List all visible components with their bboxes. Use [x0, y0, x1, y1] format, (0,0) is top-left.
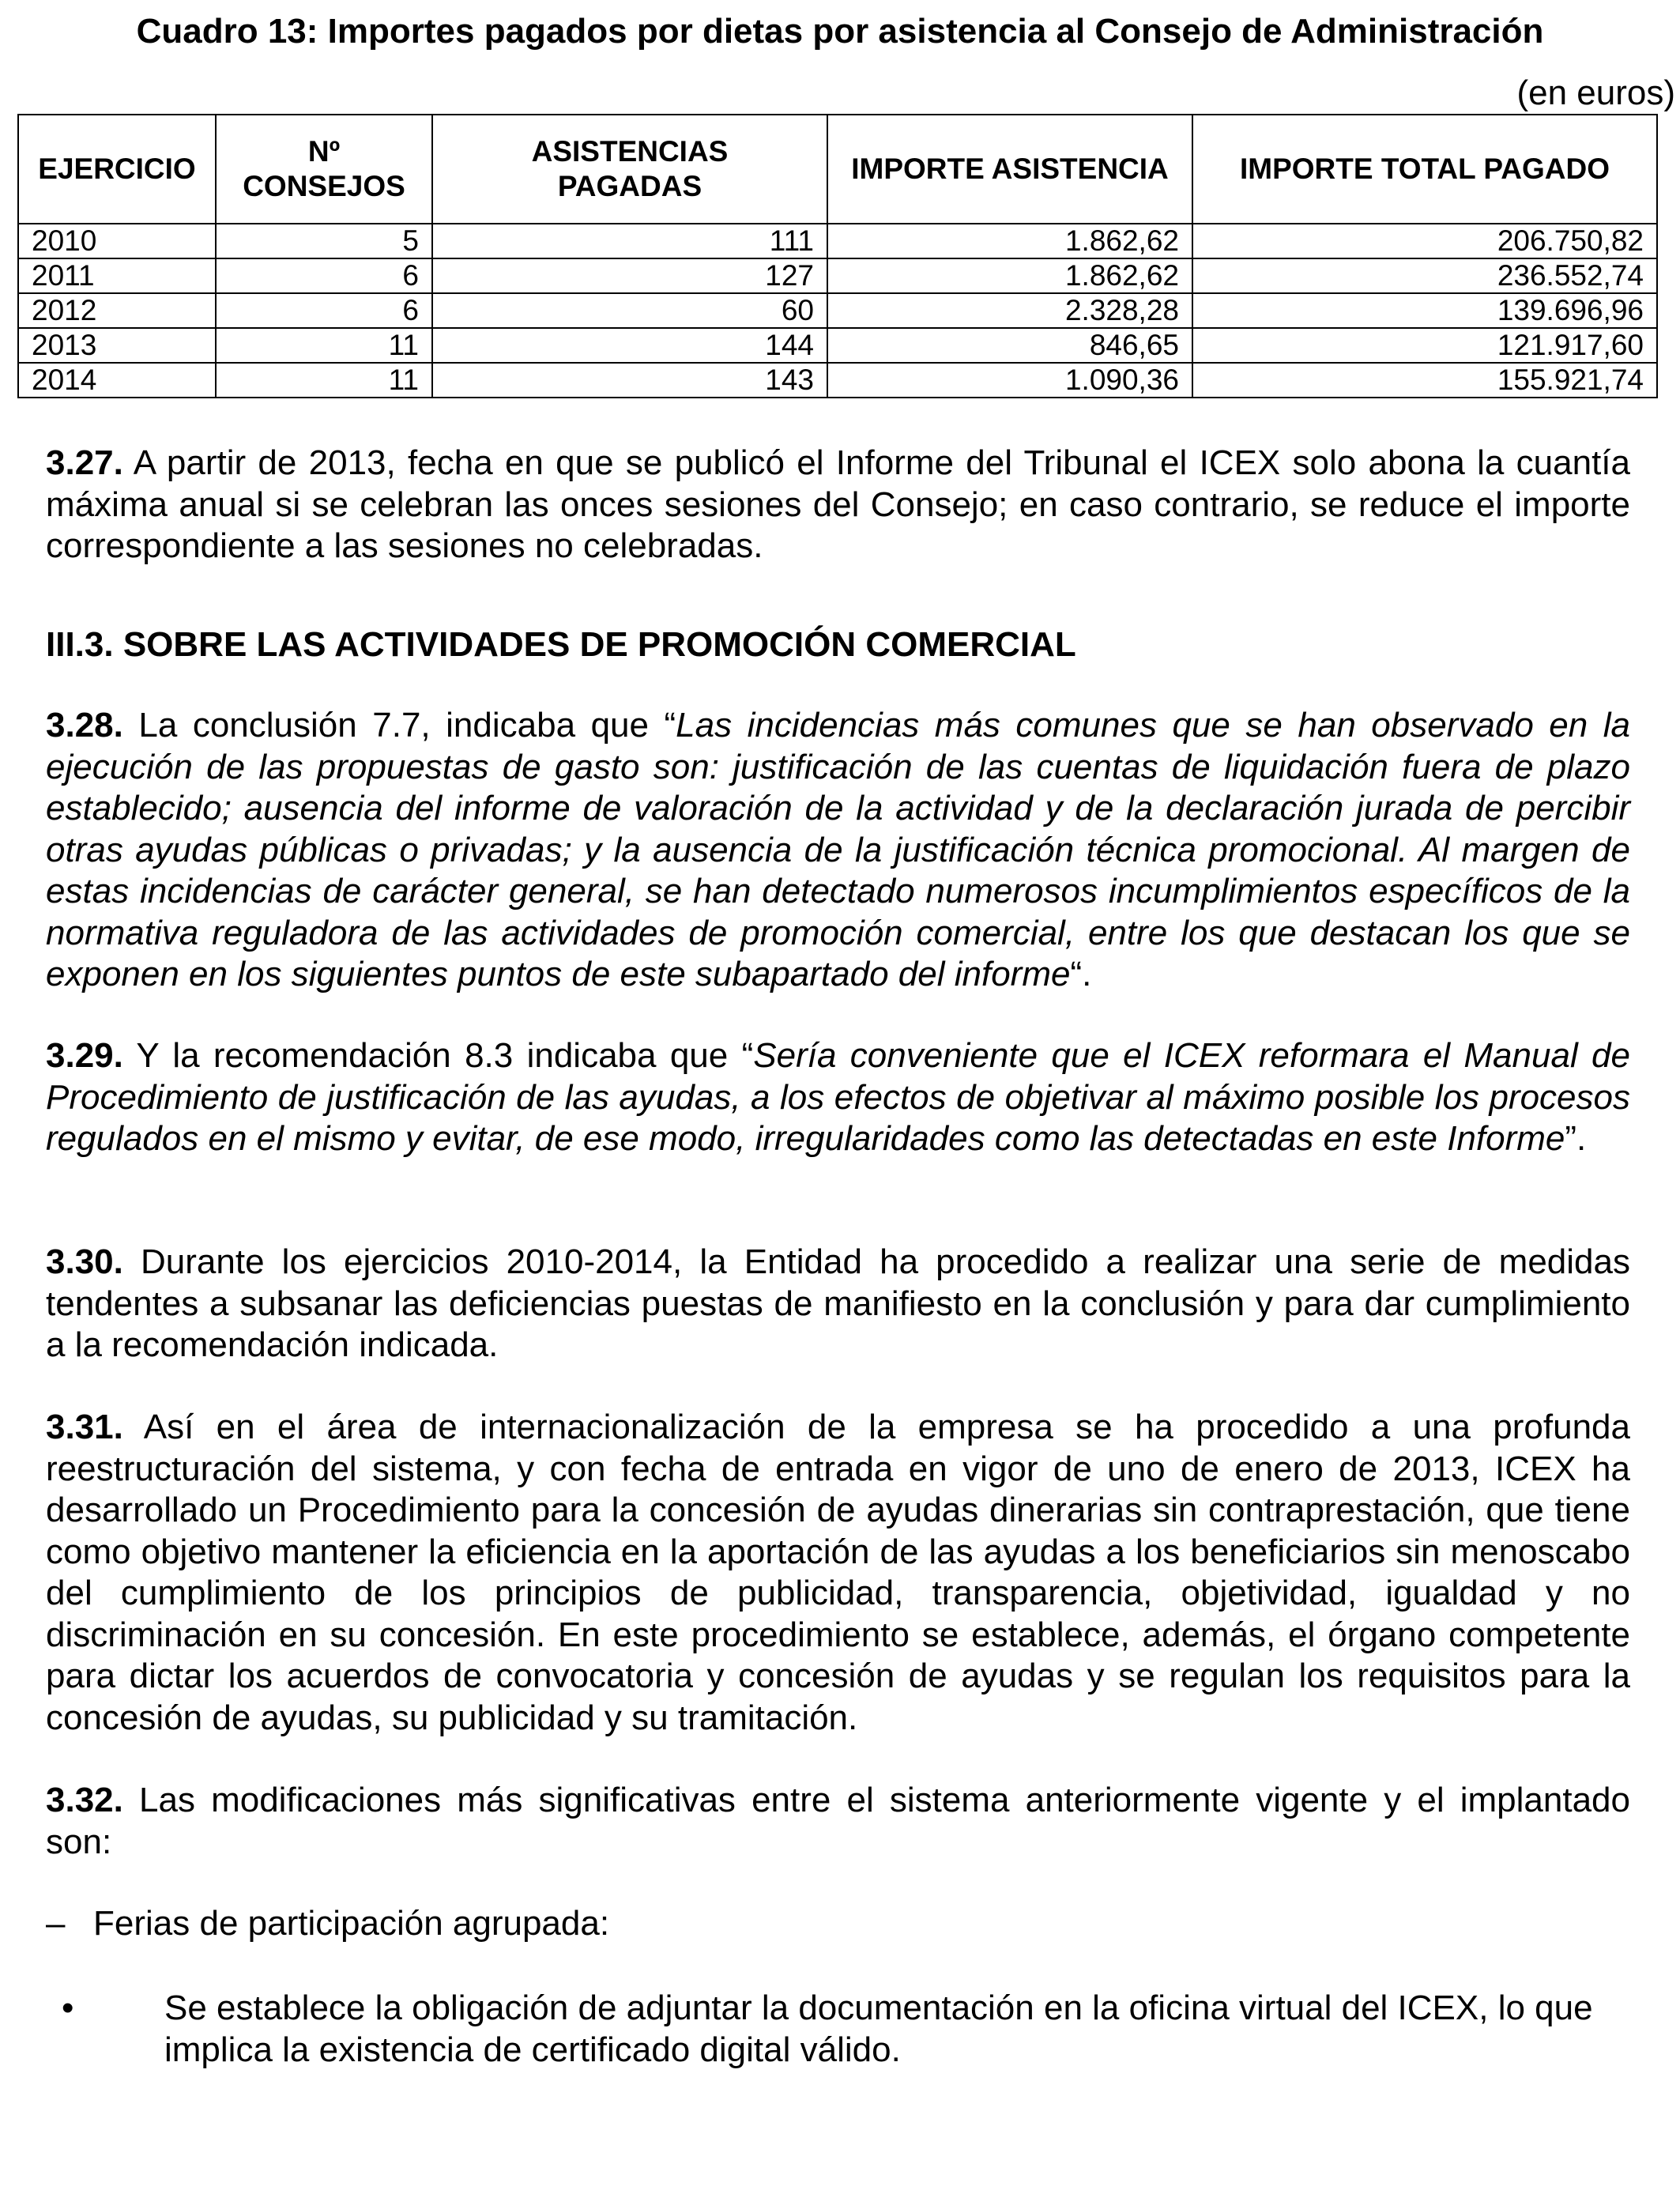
paragraph-3-32 — [46, 1780, 1630, 1863]
cell-ejercicio: 2011 — [18, 258, 216, 293]
cell-importe-total: 206.750,82 — [1192, 224, 1657, 258]
cell-asistencias: 111 — [432, 224, 827, 258]
paragraph-text: Las modificaciones más significativas entre el sistema anteriormente vigente y el implantado son: — [46, 1781, 1630, 1861]
cell-n-consejos: 5 — [216, 224, 432, 258]
paragraph-text: Durante los ejercicios 2010-2014, la Entidad ha procedido a realizar una serie de medidas tendentes a subsanar las deficiencias puestas de manifiesto en la conclusión y para dar cumplimiento a la recomendación indicada. — [46, 1242, 1630, 1364]
cell-importe-total: 236.552,74 — [1192, 258, 1657, 293]
header-ejercicio: EJERCICIO — [18, 115, 216, 224]
bullet-list-item — [62, 1988, 1632, 2071]
section-heading: III.3. SOBRE LAS ACTIVIDADES DE PROMOCIÓN COMERCIAL — [46, 625, 1076, 664]
header-asistencias-pagadas: ASISTENCIAS PAGADAS — [432, 115, 827, 224]
cell-importe-total: 121.917,60 — [1192, 328, 1657, 363]
cell-importe-asistencia: 1.862,62 — [827, 258, 1192, 293]
table-unit: (en euros) — [1516, 74, 1675, 112]
table-header-row — [18, 115, 1657, 224]
cell-importe-asistencia: 846,65 — [827, 328, 1192, 363]
quoted-recommendation: Sería conveniente que el ICEX reformara el Manual de Procedimiento de justificación de las ayudas, a los efectos de objetivar al máximo posible los procesos regulados en el mismo y evitar, de ese modo, irregularidades como las detectadas en este Informe — [46, 1036, 1631, 1158]
header-importe-total-pagado: IMPORTE TOTAL PAGADO — [1192, 115, 1657, 224]
paragraph-text-end: ”. — [1565, 1119, 1587, 1158]
paragraph-number: 3.27. — [46, 443, 123, 482]
paragraph-3-29 — [46, 1035, 1630, 1160]
dash-list-item — [46, 1900, 609, 1947]
paragraph-3-30 — [46, 1242, 1630, 1367]
table-title: Cuadro 13: Importes pagados por dietas por asistencia al Consejo de Administración — [136, 12, 1544, 51]
paragraph-text: Y la recomendación 8.3 indicaba que “ — [122, 1036, 754, 1075]
dash-marker: – — [46, 1904, 66, 1943]
cell-importe-asistencia: 1.862,62 — [827, 224, 1192, 258]
table-row — [18, 224, 1657, 258]
cell-ejercicio: 2010 — [18, 224, 216, 258]
paragraph-number: 3.31. — [46, 1408, 123, 1446]
header-importe-asistencia: IMPORTE ASISTENCIA — [827, 115, 1192, 224]
paragraph-number: 3.28. — [46, 706, 123, 745]
table-row — [18, 328, 1657, 363]
table-row — [18, 258, 1657, 293]
header-n-consejos: Nº CONSEJOS — [216, 115, 432, 224]
dash-item-text: Ferias de participación agrupada: — [93, 1904, 610, 1943]
bullet-item-text: Se establece la obligación de adjuntar la documentación en la oficina virtual del ICEX, lo que implica la existencia de certificado digital válido. — [164, 1989, 1593, 2069]
cell-asistencias: 144 — [432, 328, 827, 363]
cell-asistencias: 143 — [432, 363, 827, 398]
cell-ejercicio: 2013 — [18, 328, 216, 363]
paragraph-text: Así en el área de internacionalización de la empresa se ha procedido a una profunda reestructuración del sistema, y con fecha de entrada en vigor de uno de enero de 2013, ICEX ha desarrollado un Procedimiento para la concesión de ayudas dinerarias sin contraprestación, que tiene como objetivo mantener la eficiencia en la aportación de las ayudas a los beneficiarios sin menoscabo del cumplimiento de los principios de publicidad, transparencia, objetividad, igualdad y no discriminación en su concesión. En este procedimiento se establece, además, el órgano competente para dictar los acuerdos de convocatoria y concesión de ayudas y se regulan los requisitos para la concesión de ayudas, su publicidad y su tramitación. — [46, 1408, 1630, 1737]
cell-n-consejos: 11 — [216, 328, 432, 363]
cell-asistencias: 127 — [432, 258, 827, 293]
paragraph-text: La conclusión 7.7, indicaba que “ — [122, 706, 676, 745]
paragraph-number: 3.30. — [46, 1242, 123, 1281]
cell-n-consejos: 6 — [216, 293, 432, 328]
quoted-conclusion: Las incidencias más comunes que se han observado en la ejecución de las propuestas de gasto son: justificación de las cuentas de liquidación fuera de plazo establecido; ausencia del informe de valoración de la actividad y de la declaración jurada de percibir otras ayudas públicas o privadas; y la ausencia de la justificación técnica promocional. Al margen de estas incidencias de carácter general, se han detectado numerosos incumplimientos específicos de la normativa reguladora de las actividades de promoción comercial, entre los que destacan los que se exponen en los siguientes puntos de este subapartado del informe — [46, 706, 1630, 993]
paragraph-text: A partir de 2013, fecha en que se publicó el Informe del Tribunal el ICEX solo abona la cuantía máxima anual si se celebran las onces sesiones del Consejo; en caso contrario, se reduce el importe correspondiente a las sesiones no celebradas. — [46, 443, 1630, 565]
cell-asistencias: 60 — [432, 293, 827, 328]
paragraph-number: 3.29. — [46, 1036, 123, 1075]
paragraph-number: 3.32. — [46, 1781, 123, 1819]
paragraph-text-end: “. — [1070, 955, 1092, 993]
paragraph-3-27 — [46, 443, 1630, 567]
paragraph-3-31 — [46, 1407, 1630, 1739]
dietas-table — [17, 114, 1658, 398]
cell-importe-asistencia: 1.090,36 — [827, 363, 1192, 398]
cell-importe-total: 139.696,96 — [1192, 293, 1657, 328]
table-row — [18, 363, 1657, 398]
cell-ejercicio: 2012 — [18, 293, 216, 328]
table-row — [18, 293, 1657, 328]
cell-n-consejos: 11 — [216, 363, 432, 398]
cell-importe-asistencia: 2.328,28 — [827, 293, 1192, 328]
cell-ejercicio: 2014 — [18, 363, 216, 398]
bullet-marker: • — [62, 1989, 74, 2027]
cell-n-consejos: 6 — [216, 258, 432, 293]
paragraph-3-28 — [46, 705, 1630, 996]
cell-importe-total: 155.921,74 — [1192, 363, 1657, 398]
